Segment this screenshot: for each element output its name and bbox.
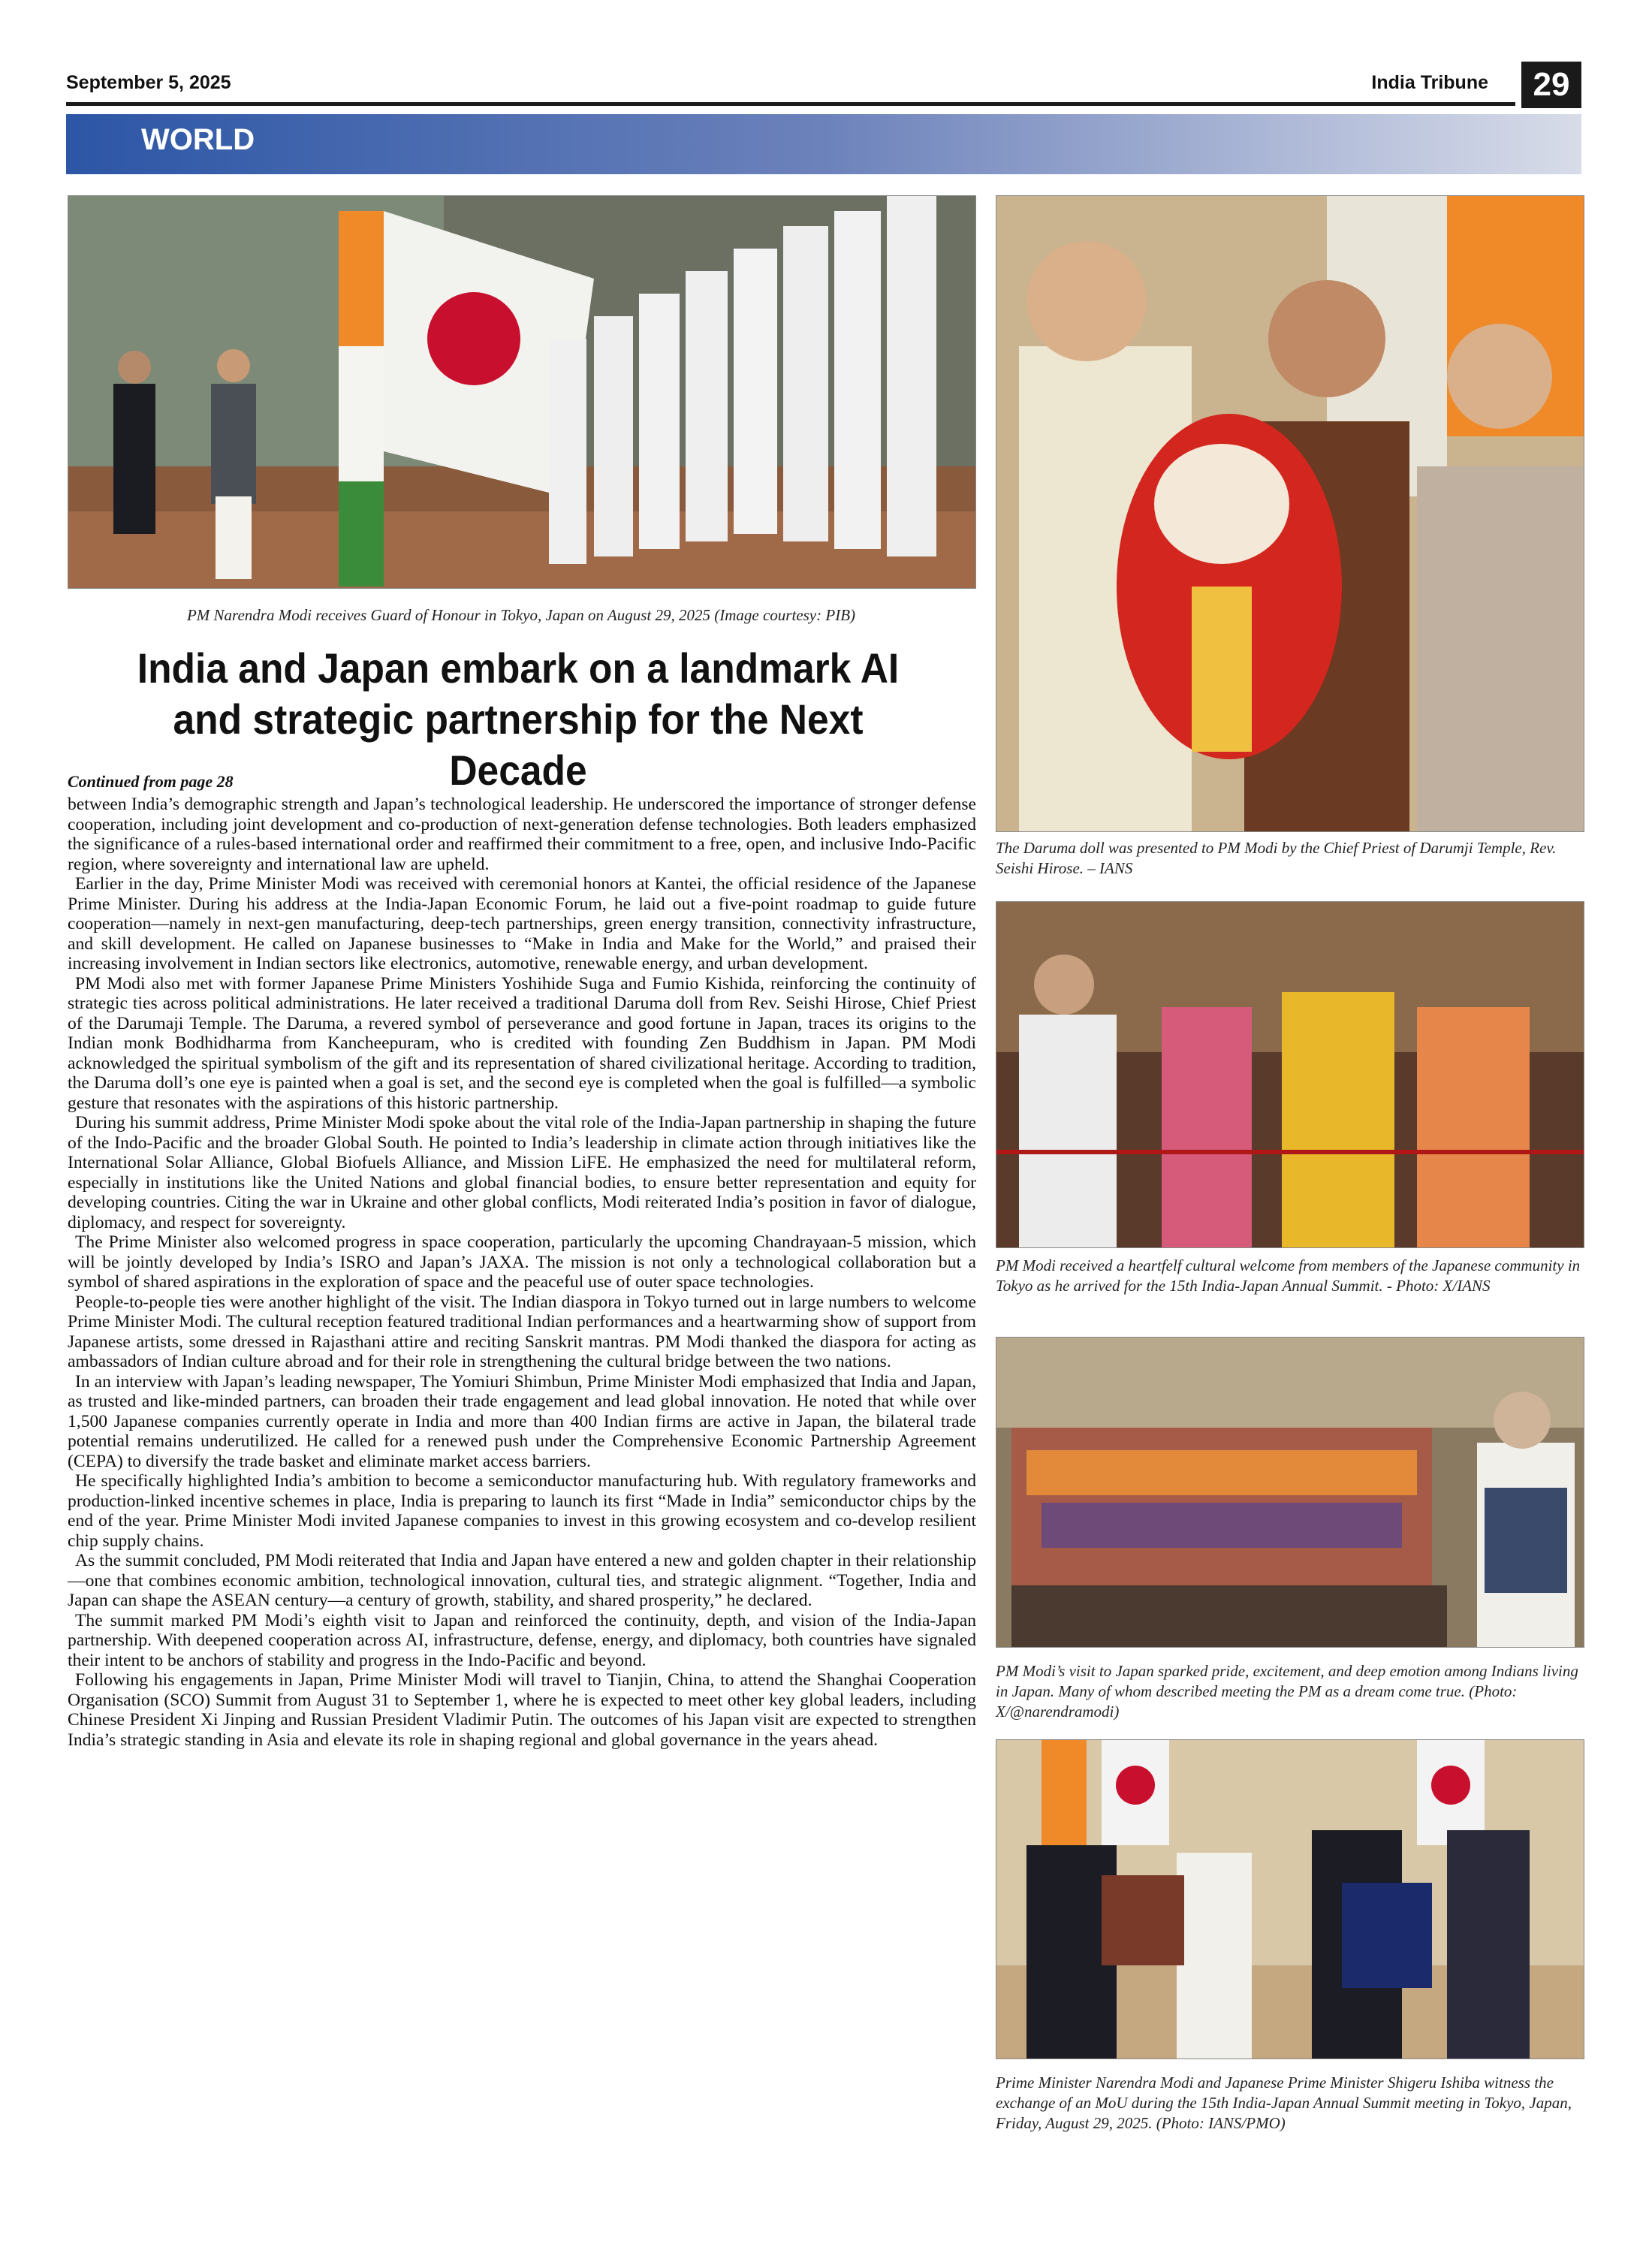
diaspora-photo-caption: PM Modi’s visit to Japan sparked pride, excitement, and deep emotion among Indians living in Japan. Many of whom described meeting the PM as a dream come true. (Photo: X/@narendramodi) <box>996 1662 1578 1721</box>
article-body <box>68 795 976 1750</box>
article-paragraph: Following his engagements in Japan, Prime Minister Modi will travel to Tianjin, China, to attend the Shanghai Cooperation Organisation (SCO) Summit from August 31 to September 1, where he is expected to meet other key global leaders, including Chinese President Xi Jinping and Russian President Vladimir Putin. The outcomes of his Japan visit are expected to strengthen India’s strategic standing in Asia and elevate its role in shaping regional and global governance in the years ahead. <box>68 1670 976 1750</box>
main-photo-caption: PM Narendra Modi receives Guard of Honour in Tokyo, Japan on August 29, 2025 (Image courtesy: PIB) <box>186 606 856 624</box>
cultural-welcome-caption: PM Modi received a heartfelf cultural welcome from members of the Japanese community in Tokyo as he arrived for the 15th India-Japan Annual Summit. - Photo: X/IANS <box>996 1256 1581 1295</box>
cultural-welcome-photo <box>996 901 1584 1248</box>
article-paragraph: He specifically highlighted India’s ambition to become a semiconductor manufacturing hub. With regulatory frameworks and production-linked incentive schemes in place, India is preparing to launch its first “Made in India” semiconductor chips by the end of the year. Prime Minister Modi invited Japanese companies to invest in this growing ecosystem and co-develop resilient chip supply chains. <box>68 1471 976 1551</box>
article-paragraph: between India’s demographic strength and Japan’s technological leadership. He underscored the importance of stronger defense cooperation, including joint development and co-production of next-generation defense technologies. Both leaders emphasized the significance of a rules-based international order and reaffirmed their commitment to a free, open, and inclusive Indo-Pacific region, where sovereignty and international law are upheld. <box>68 795 976 874</box>
mou-exchange-caption: Prime Minister Narendra Modi and Japanese Prime Minister Shigeru Ishiba witness the exchange of an MoU during the 15th India-Japan Annual Summit meeting in Tokyo, Japan, Friday, August 29, 2025. (Photo: IANS/PMO) <box>996 2074 1572 2132</box>
continued-note: Continued from page 28 <box>68 772 234 791</box>
page-number: 29 <box>1521 62 1581 108</box>
article-paragraph: In an interview with Japan’s leading newspaper, The Yomiuri Shimbun, Prime Minister Modi emphasized that India and Japan, as trusted and like-minded partners, can broaden their trade engagement and lead global innovation. He noted that while over 1,500 Japanese companies currently operate in India and more than 400 Indian firms are active in Japan, the bilateral trade potential remains underutilized. He called for a renewed push under the Comprehensive Economic Partnership Agreement (CEPA) to diversify the trade basket and eliminate market access barriers. <box>68 1371 976 1471</box>
header-rule <box>66 102 1515 106</box>
daruma-photo-caption: The Daruma doll was presented to PM Modi by the Chief Priest of Darumji Temple, Rev. Seishi Hirose. – IANS <box>996 839 1557 877</box>
daruma-photo <box>996 195 1584 832</box>
section-title: WORLD <box>141 123 255 156</box>
mou-exchange-photo <box>996 1739 1584 2059</box>
main-photo <box>68 195 976 589</box>
article-paragraph: During his summit address, Prime Minister Modi spoke about the vital role of the India-Japan partnership in shaping the future of the Indo-Pacific and the broader Global South. He pointed to India’s leadership in climate action through initiatives like the International Solar Alliance, Global Biofuels Alliance, and Mission LiFE. He emphasized the need for multilateral reform, especially in institutions like the United Nations and global financial bodies, to ensure better representation and equity for developing countries. Citing the war in Ukraine and other global conflicts, Modi reiterated India’s position in favor of dialogue, diplomacy, and respect for sovereignty. <box>68 1113 976 1232</box>
diaspora-photo <box>996 1337 1584 1648</box>
issue-date: September 5, 2025 <box>66 72 231 93</box>
section-banner <box>66 114 1581 174</box>
article-paragraph: Earlier in the day, Prime Minister Modi was received with ceremonial honors at Kantei, the official residence of the Japanese Prime Minister. During his address at the India-Japan Economic Forum, he laid out a five-point roadmap to guide future cooperation—namely in next-gen manufacturing, deep-tech partnerships, green energy transition, connectivity infrastructure, and skill development. He called on Japanese businesses to “Make in India and Make for the World,” and praised their increasing involvement in Indian sectors like electronics, automotive, renewable energy, and urban development. <box>68 874 976 973</box>
article-paragraph: The Prime Minister also welcomed progress in space cooperation, particularly the upcoming Chandrayaan-5 mission, which will be jointly developed by India’s ISRO and Japan’s JAXA. The mission is not only a technological collaboration but a symbol of shared aspirations in the exploration of space and the peaceful use of outer space technologies. <box>68 1232 976 1292</box>
article-paragraph: The summit marked PM Modi’s eighth visit to Japan and reinforced the continuity, depth, and vision of the India-Japan partnership. With deepened cooperation across AI, infrastructure, defense, energy, and diplomacy, both countries have signaled their intent to be anchors of stability and progress in the Indo-Pacific and beyond. <box>68 1610 976 1670</box>
page-header <box>66 66 1581 105</box>
article-headline: India and Japan embark on a landmark AI and strategic partnership for the Next Decade <box>137 644 900 794</box>
article-paragraph: PM Modi also met with former Japanese Prime Ministers Yoshihide Suga and Fumio Kishida, reinforcing the continuity of strategic ties across political administrations. He later received a traditional Daruma doll from Rev. Seishi Hirose, Chief Priest of the Darumaji Temple. The Daruma, a revered symbol of perseverance and good fortune in Japan, traces its origins to the Indian monk Bodhidharma from Kancheepuram, who is credited with founding Zen Buddhism in Japan. PM Modi acknowledged the spiritual symbolism of the gift and its representation of shared civilizational heritage. According to tradition, the Daruma doll’s one eye is painted when a goal is set, and the second eye is completed when the goal is fulfilled—a symbolic gesture that resonates with the aspirations of this historic partnership. <box>68 973 976 1113</box>
publication-name: India Tribune <box>1371 72 1488 93</box>
article-paragraph: People-to-people ties were another highlight of the visit. The Indian diaspora in Tokyo turned out in large numbers to welcome Prime Minister Modi. The cultural reception featured traditional Indian performances and a heartwarming show of support from Japanese artists, some dressed in Rajasthani attire and reciting Sanskrit mantras. PM Modi thanked the diaspora for acting as ambassadors of Indian culture abroad and for their role in strengthening the cultural bridge between the two nations. <box>68 1292 976 1371</box>
article-paragraph: As the summit concluded, PM Modi reiterated that India and Japan have entered a new and golden chapter in their relationship—one that combines economic ambition, technological innovation, cultural ties, and strategic alignment. “Together, India and Japan can shape the ASEAN century—a century of growth, stability, and shared prosperity,” he declared. <box>68 1551 976 1610</box>
